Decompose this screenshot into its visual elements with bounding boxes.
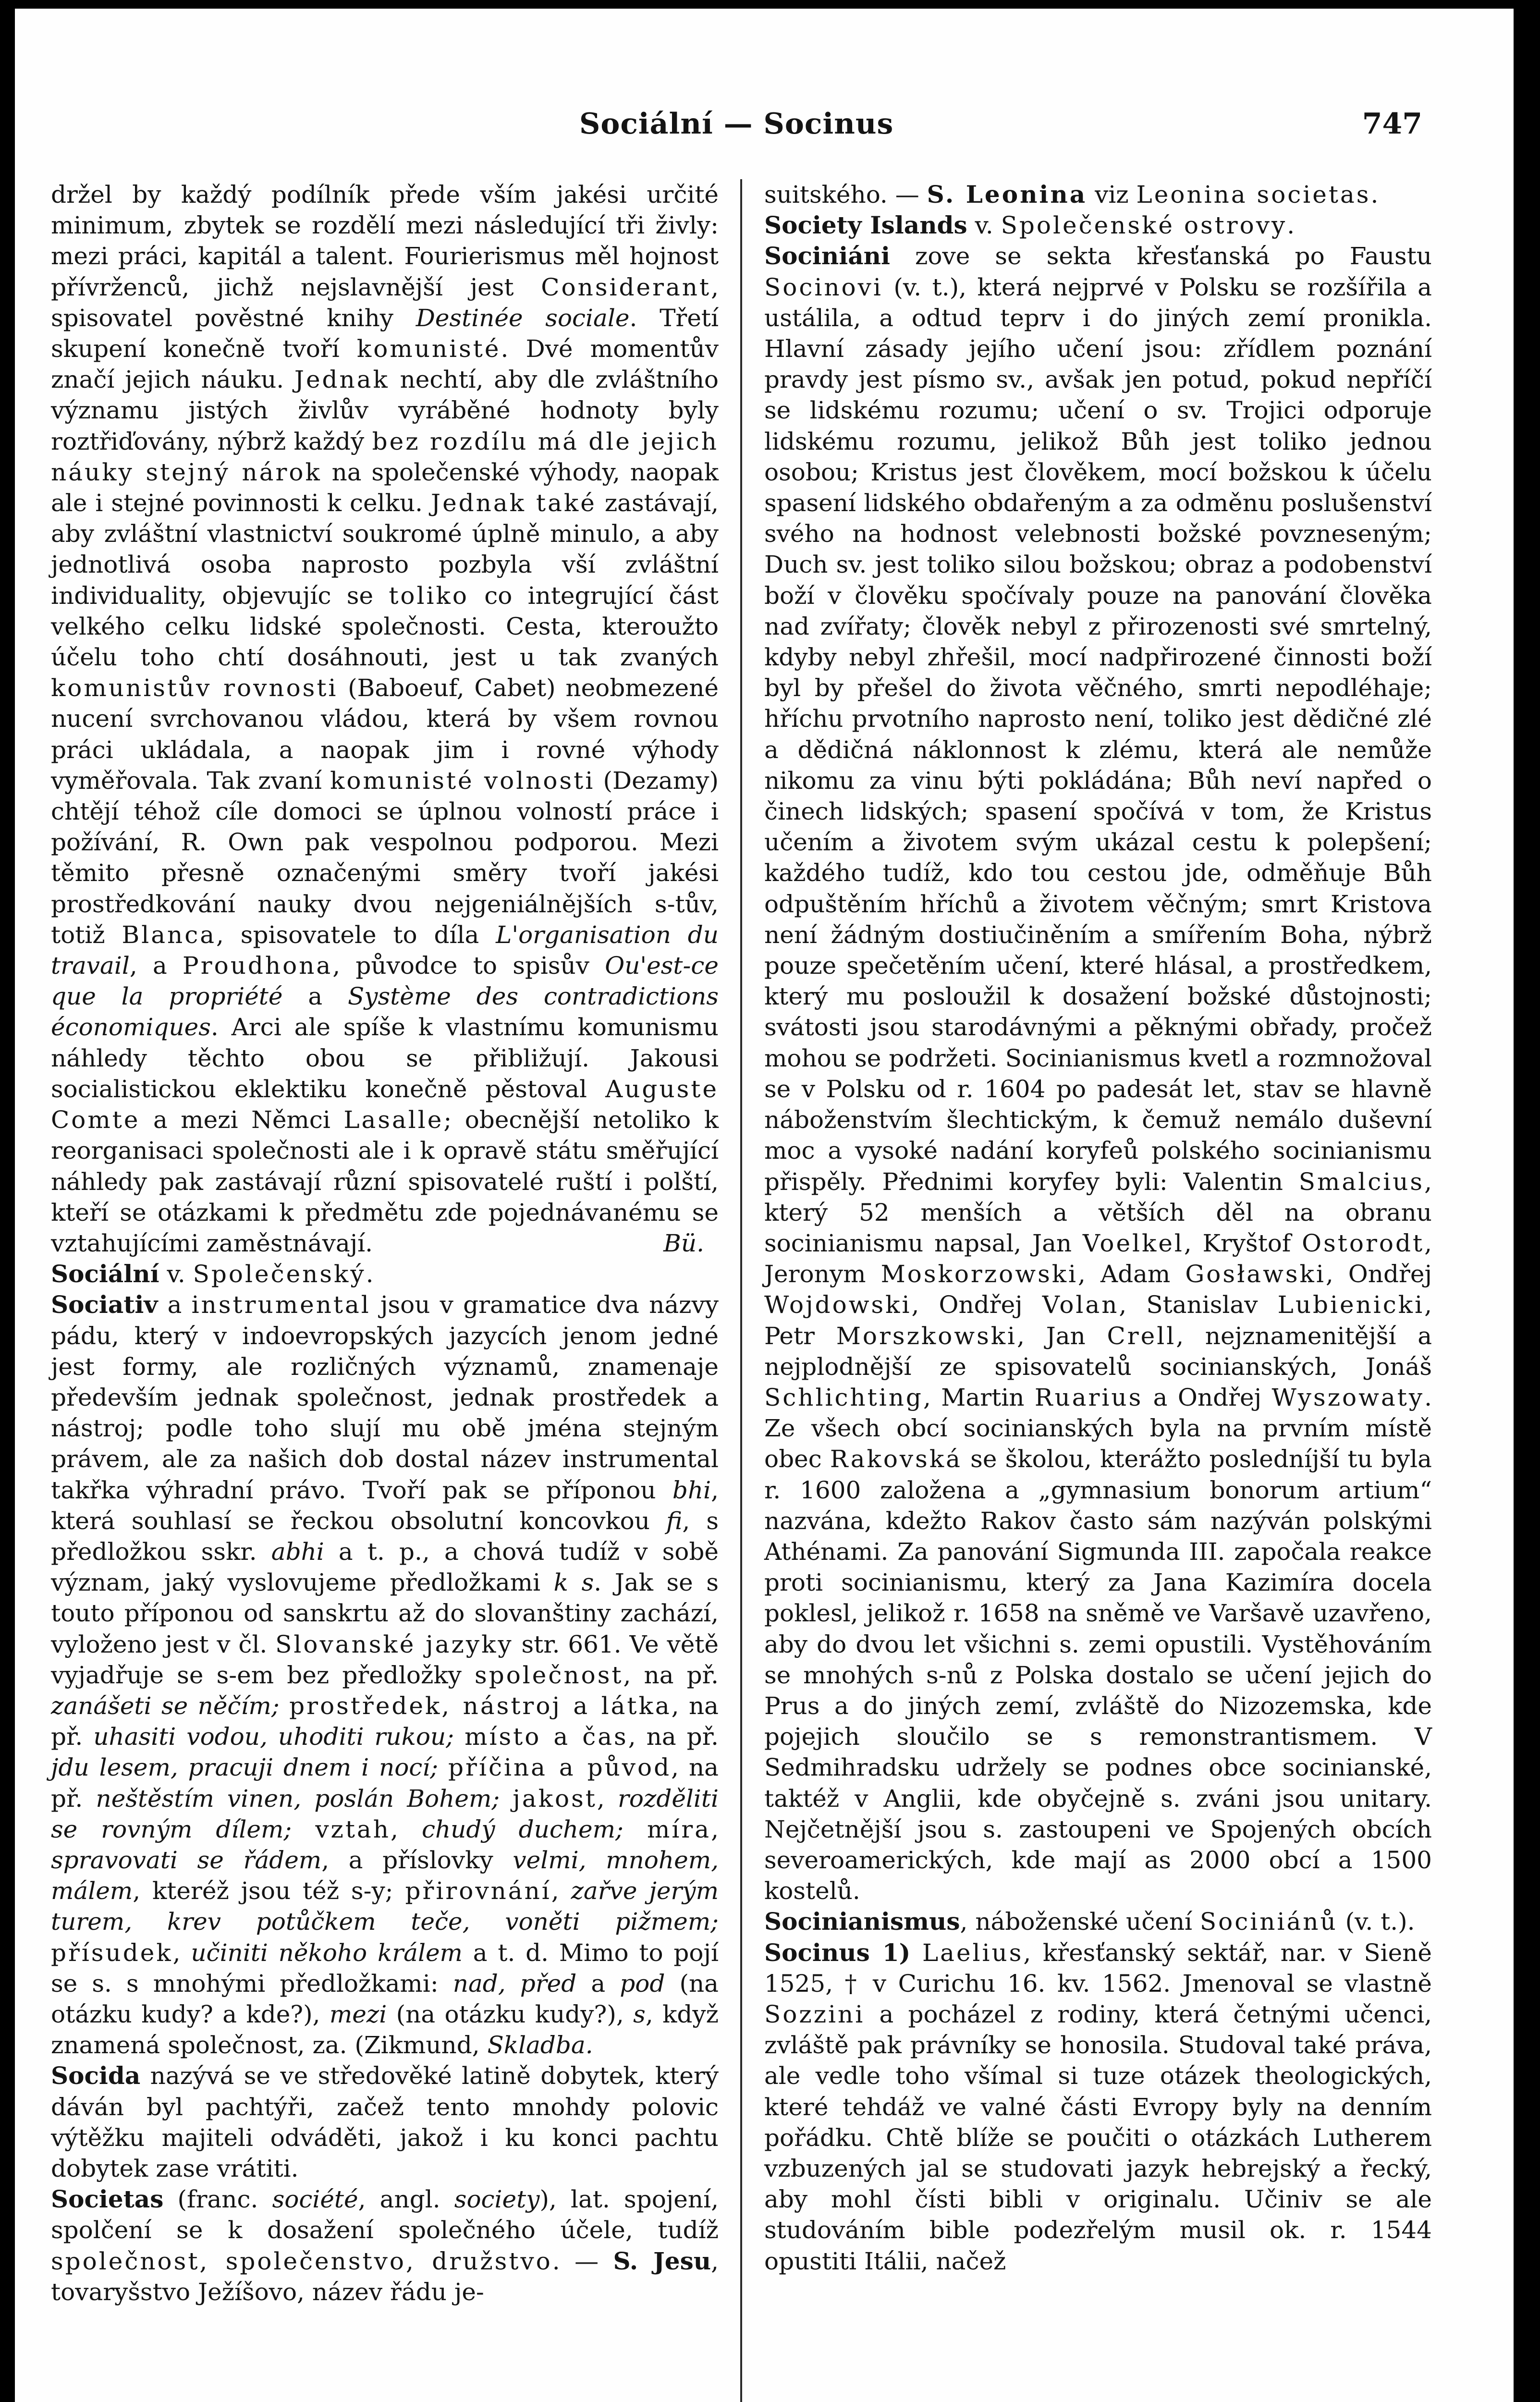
entry-text: , tovaryšstvo Ježíšovo, název řádu je- bbox=[51, 2247, 719, 2306]
person-name: Wojdowski bbox=[764, 1291, 912, 1319]
entry-text: nazývá se ve středověké latině dobytek, který dáván byl pachtýři, začež tento mnohdy polovic výtěžku majiteli odváděti, jakož i ku konci pachtu dobytek zase vrátiti. bbox=[51, 2062, 719, 2182]
entry-text: , spisovatele to díla bbox=[216, 920, 496, 949]
entry-text: v. bbox=[967, 211, 1001, 240]
entry-headword: Sociativ bbox=[51, 1290, 158, 1319]
entry-socinianismus bbox=[764, 1906, 1432, 1937]
entry-text: (Baboeuf, Cabet) neobmezené nucení svrchovanou vládou, která by všem rovnou práci ukládala, a naopak jim i rovné výhody vyměřovala. Tak zvaní bbox=[51, 674, 719, 795]
entry-text bbox=[454, 1723, 464, 1751]
spaced-term: Proudhona bbox=[183, 952, 333, 980]
entry-text: , spisovatel pověstné knihy bbox=[51, 273, 719, 332]
entry-text: , Kryštof bbox=[1184, 1229, 1302, 1257]
spaced-term: Auguste Comte bbox=[51, 1075, 719, 1134]
spaced-term: místo a čas bbox=[464, 1723, 628, 1751]
entry-societas bbox=[51, 2184, 719, 2307]
entry-text: , a bbox=[129, 952, 183, 980]
example-text: chudý duchem; bbox=[421, 1815, 623, 1843]
example-text: jdu lesem, pracuji dnem i nocí; bbox=[51, 1753, 439, 1782]
entry-text bbox=[623, 1815, 647, 1843]
entry-text: , Martin bbox=[923, 1383, 1035, 1411]
entry-text: , který 52 menších a větších děl na obranu socinianismu napsal, Jan bbox=[764, 1167, 1432, 1257]
entry-text: , bbox=[597, 1784, 618, 1813]
entry-text: , bbox=[391, 1815, 422, 1843]
book-title: Destinée sociale bbox=[416, 304, 630, 332]
spaced-term: Jednak bbox=[294, 366, 390, 394]
entry-headword: Sociální bbox=[51, 1260, 159, 1288]
entry-text: , na př. bbox=[623, 1661, 719, 1689]
entry-text: viz bbox=[1087, 181, 1137, 208]
entry-socialni bbox=[51, 1259, 719, 1289]
entry-text: . Ze všech obcí socinianských byla na prvním místě obec bbox=[764, 1383, 1432, 1473]
entry-text: a t. d. Mimo to pojí se s. s mnohými předložkami: bbox=[51, 1938, 719, 1998]
entry-text: , která souhlasí se řeckou obsolutní koncovkou bbox=[51, 1476, 719, 1535]
entry-headword: Society Islands bbox=[764, 211, 967, 240]
column-divider bbox=[740, 179, 742, 2402]
entry-sociniani bbox=[764, 241, 1432, 1906]
entry-text: , Ondřej bbox=[911, 1291, 1042, 1319]
page-number: 747 bbox=[1362, 107, 1422, 141]
entry-headword: Sociniáni bbox=[764, 242, 890, 270]
entry-text: v. bbox=[159, 1260, 193, 1288]
person-name: Voelkel bbox=[1082, 1229, 1184, 1257]
author-signature: Bü. bbox=[663, 1229, 704, 1257]
entry-societas-continued bbox=[764, 179, 1432, 210]
entry-socida bbox=[51, 2060, 719, 2184]
example-text: s bbox=[633, 2000, 646, 2028]
example-text: k s bbox=[553, 1569, 594, 1597]
entry-text: , Ondřej bbox=[1325, 1260, 1432, 1288]
entry-text: a mezi Němci bbox=[140, 1106, 344, 1134]
running-head: Sociální — Socinus bbox=[579, 107, 894, 141]
entry-text: , bbox=[711, 1815, 719, 1843]
person-name: Morszkowski bbox=[836, 1322, 1017, 1350]
spaced-term: míra bbox=[647, 1815, 711, 1843]
dictionary-page bbox=[15, 9, 1514, 2402]
spaced-term: jakost bbox=[513, 1784, 597, 1813]
entry-text: , na př. bbox=[628, 1723, 719, 1751]
spaced-term: prostředek, nástroj a látka bbox=[289, 1691, 672, 1720]
entry-text: , angl. bbox=[358, 2185, 454, 2214]
entry-text: . — bbox=[552, 2247, 613, 2275]
example-text: pod bbox=[620, 1969, 665, 1998]
entry-text: str. 661. Ve větě vyjadřuje se s-em bez předložky bbox=[51, 1630, 719, 1689]
entry-text: (na otázku kudy? a kde?), bbox=[51, 1969, 719, 2028]
spaced-term: instrumental bbox=[191, 1291, 371, 1319]
example-text: society bbox=[454, 2185, 540, 2214]
entry-text: (Dezamy) chtějí téhož cíle domoci se úplnou volností práce i požívání, R. Own pak vespolnou podporou. Mezi těmito přesně označenými směry tvoří jakési prostředkování nauky dvou nejgeniálnějších s-tův, totiž bbox=[51, 766, 719, 949]
entry-text: držel by každý podílník přede vším jakési určité minimum, zbytek se rozdělí mezi následující tři živly: mezi práci, kapitál a talent. Fourierismus měl hojnost přívrženců, jichž nejslavnější jest bbox=[51, 181, 719, 301]
example-text: rozděliti se rovným dílem; bbox=[51, 1784, 719, 1843]
cross-reference: Leonina societas bbox=[1136, 181, 1371, 208]
entry-text: (v. t.), která nejprvé v Polsku se rozšířila a ustálila, a odtud teprv i do jiných zemí pronikla. Hlavní zásady jejího učení jsou: zřídlem poznání pravdy jest písmo sv., avšak jen potud, pokud nepříčí se lidskému rozumu; učení o sv. Trojici odporuje lidskému rozumu, jelikož Bůh jest toliko jednou osobou; Kristus jest člověkem, mocí božskou k účelu spasení lidského obdařeným a za odměnu poslušenství svého na hodnost velebnosti božské povzneseným; Duch sv. jest toliko silou božskou; obraz a podobenství boží v člověku spočívaly pouze na panování člověka nad zvířaty; člověk nebyl z přirozenosti své smrtelný, kdyby nebyl zhřešil, mocí nadpřirozené činnosti boží byl by přešel do života věčného, smrti nepodléhaje; hříchu prvotního naprosto není, toliko jest dědičné zlé a dědičná náklonnost k zlému, která ale nemůže nikomu za vinu býti pokládána; Bůh neví napřed o činech lidských; spasení spočívá v tom, že Kristus učením a životem svým ukázal cestu k polepšení; každého tudíž, kdo tou cestou jde, odměňuje Bůh odpuštěním hříchů a životem věčným; smrt Kristova není žádným dostiučiněním a smířením Boha, nýbrž pouze spečetěním učení, které hlásal, a prostředkem, který mu posloužil k dosažení božské důstojnosti; svátosti jsou starodávnými a pěknými obřady, pročež mohou se podržeti. Socinianismus kvetl a rozmnožoval se v Polsku od r. 1604 po padesát let, stav se hlavně náboženstvím šlechtickým, k čemuž nemálo duševní moc a vysoké nadání koryfeů polského socinianismu přispěly. Přednimi koryfey byli: Valentin bbox=[764, 273, 1432, 1196]
entry-text: (v. t.). bbox=[1337, 1908, 1415, 1936]
spaced-term: Blanca bbox=[122, 920, 217, 949]
spaced-term: přirovnání bbox=[405, 1877, 551, 1905]
entry-text: suitského. — bbox=[764, 181, 927, 208]
sub-headword: S. Leonina bbox=[927, 180, 1088, 208]
entry-text: . Arci ale spíše k vlastnímu komunismu náhledy těchto obou se přibližují. Jakousi socialistickou eklektiku konečně pěstoval bbox=[51, 1013, 719, 1103]
entry-text bbox=[500, 1785, 513, 1813]
entry-text: (na otázku kudy?), bbox=[387, 2000, 634, 2028]
cross-reference: Sociniánů bbox=[1199, 1908, 1338, 1936]
example-text: mezi bbox=[329, 2000, 387, 2028]
entry-text: . bbox=[1370, 181, 1379, 208]
person-name: Schlichting bbox=[764, 1383, 923, 1411]
entry-text: ), lat. spojení, spolčení se k dosažení společného účele, tudíž bbox=[51, 2185, 719, 2244]
entry-text: co integrující část velkého celku lidské společnosti. Cesta, kteroužto účelu toho chtí dosáhnouti, jest u tak zvaných bbox=[51, 581, 719, 672]
entry-text: , kteréž jsou též s-y; bbox=[133, 1877, 405, 1905]
spaced-term: příčina a původ bbox=[448, 1753, 672, 1782]
spaced-term: společnost bbox=[475, 1661, 623, 1689]
spaced-term: Jednak také bbox=[431, 489, 597, 517]
entry-text bbox=[280, 1692, 289, 1720]
entry-text: (franc. bbox=[163, 2185, 272, 2214]
entry-headword: Socinus 1) bbox=[764, 1938, 911, 1967]
example-text: bhi bbox=[672, 1476, 711, 1504]
author-signature: Skladba. bbox=[487, 2031, 593, 2059]
person-name: Lubienicki bbox=[1277, 1291, 1425, 1319]
example-text: zařve jerým turem, krev potůčkem teče, voněti pižmem; bbox=[51, 1877, 719, 1936]
entry-text: ; obecnější netoliko k reorganisaci společnosti ale i k opravě státu směřující náhledy pak zastávají různí spisovatelé ruští i polští, kteří se otázkami k předmětu zde pojednávanému se vztahujícími zaměstnávají. bbox=[51, 1106, 719, 1257]
spaced-term: Considerant bbox=[541, 273, 711, 301]
entry-text: a pocházel z rodiny, která četnými učenci, zvláště pak právníky se honosila. Studoval také práva, ale vedle toho všímal si tuze otázek theologických, které tehdáž ve valné části Evropy byly na denním pořádku. Chtě blíže se poučiti o otázkách Lutherem vzbuzených jal se studovati jazyk hebrejský a řecký, aby mohl čísti bibli v originalu. Učiniv se ale studováním bible podezřelým musil ok. r. 1544 opustiti Itálii, načež bbox=[764, 2000, 1432, 2275]
entry-headword: Socida bbox=[51, 2061, 141, 2090]
entry-text: , a příslovky bbox=[321, 1846, 513, 1874]
page-header bbox=[15, 107, 1514, 165]
person-name: Gosławski bbox=[1185, 1260, 1326, 1288]
entry-sociativ bbox=[51, 1289, 719, 2060]
entry-text: a bbox=[158, 1291, 192, 1319]
cross-reference: Společenské ostrovy bbox=[1001, 211, 1287, 240]
example-text: société bbox=[272, 2185, 358, 2214]
spaced-term: společnost, společenstvo, družstvo bbox=[51, 2247, 552, 2275]
sub-headword: S. Jesu bbox=[613, 2246, 711, 2275]
entry-text: , Petr bbox=[764, 1291, 1432, 1350]
entry-text: , náboženské učení bbox=[960, 1908, 1200, 1936]
entry-text: . Dvé momentův značí jejich náuku. bbox=[51, 335, 719, 394]
person-name: Moskorzowski bbox=[880, 1260, 1078, 1288]
entry-text: a bbox=[282, 982, 348, 1011]
entry-text bbox=[292, 1815, 315, 1843]
spaced-term: komunisté bbox=[356, 335, 501, 363]
entry-text: . bbox=[1287, 211, 1295, 240]
entry-text: . bbox=[366, 1260, 374, 1288]
person-name: Ostorodt bbox=[1302, 1229, 1425, 1257]
entry-text bbox=[438, 1753, 448, 1781]
entry-text: , křesťanský sektář, nar. v Sieně 1525, † v Curichu 16. kv. 1562. Jmenoval se vlastně bbox=[764, 1938, 1432, 1998]
place-name: Rakovská bbox=[830, 1445, 962, 1473]
entry-text: , Jan bbox=[1017, 1322, 1107, 1350]
entry-text: na společenské výhody, naopak ale i stejné povinnosti k celku. bbox=[51, 458, 719, 517]
entry-text: . Jak se s touto příponou od sanskrtu až do slovanštiny zachází, vyloženo jest v čl. bbox=[51, 1569, 719, 1658]
example-text: velmi, mnohem, málem bbox=[51, 1846, 719, 1905]
entry-text: , nejznamenitější a nejplodnější ze spisovatelů socinianských, Jonáš bbox=[764, 1322, 1432, 1381]
entry-text: , původce to spisův bbox=[332, 952, 605, 980]
spaced-term: komunisté volnosti bbox=[330, 766, 595, 795]
spaced-term: komunistův rovnosti bbox=[51, 674, 338, 702]
spaced-term: bez rozdílu má dle jejich náuky stejný nárok bbox=[51, 427, 719, 486]
entry-text: , s předložkou sskr. bbox=[51, 1507, 719, 1566]
entry-headword: Societas bbox=[51, 2185, 164, 2214]
entry-text: zove se sekta křesťanská po Faustu bbox=[890, 242, 1432, 270]
example-text: uhasiti vodou, uhoditi rukou; bbox=[93, 1723, 454, 1751]
spaced-term: přísudek bbox=[51, 1938, 173, 1967]
entry-text: . Třetí skupení konečně tvoří bbox=[51, 304, 719, 363]
entry-text: se školou, kterážto posledníjší tu byla r. 1600 založena a „gymnasium bonorum artium“ nazvána, kdežto Rakov často sám nazýván polskými Athénami. Za panování Sigmunda III. započala reakce proti socinianismu, který za Jana Kazimíra docela poklesl, jelikož r. 1658 na sněmě ve Varšavě uzavřeno, aby do dvou let všichni s. zemi opustili. Vystěhováním se mnohých s-nů z Polska dostalo se učení jejich do Prus a do jiných zemí, zvláště do Nizozemska, kde pojejich sloučilo se s remonstrantismem. V Sedmihradsku udržely se podnes obce socinianské, taktéž v Anglii, kde obyčejně s. zváni jsou unitary. Nejčetnější jsou s. zastoupeni ve Spojených obcích severoamerických, kde mají as 2000 obcí a 1500 kostelů. bbox=[764, 1445, 1432, 1905]
example-text: fi bbox=[666, 1507, 683, 1535]
book-title: Système des contradictions économiques bbox=[51, 982, 719, 1042]
right-column bbox=[764, 179, 1432, 2277]
entry-text: , Jeronym bbox=[764, 1229, 1432, 1288]
cross-reference: Společenský bbox=[193, 1260, 366, 1288]
person-name: Wyszowaty bbox=[1271, 1383, 1425, 1411]
person-name: Laelius bbox=[922, 1938, 1024, 1967]
person-name: Ruarius bbox=[1034, 1383, 1143, 1411]
entry-headword: Socinianismus bbox=[764, 1907, 960, 1936]
book-title: L'organisation du travail bbox=[51, 920, 719, 980]
spaced-term: vztah bbox=[315, 1815, 391, 1843]
entry-text: , na př. bbox=[51, 1691, 719, 1751]
entry-text: , bbox=[172, 1938, 191, 1967]
entry-text: , na př. bbox=[51, 1753, 719, 1813]
example-text: abhi bbox=[271, 1537, 324, 1566]
entry-text: jsou v gramatice dva názvy pádu, který v indoevropských jazycích jenom jedné jest formy, ale rozličných významů, znamenaje především jednak společnost, jednak prostředek a nástroj; podle toho slují mu obě jména stejným právem, ale za našich dob dostal název instrumental takřka výhradní právo. Tvoří pak se příponou bbox=[51, 1291, 719, 1504]
entry-text: , když znamená společnost, za. (Zikmund, bbox=[51, 2000, 719, 2059]
entry-text: zastávají, aby zvláštní vlastnictví soukromé úplně minulo, a aby jednotlivá osoba naprosto pozbyla vší zvláštní individuality, objevujíc se bbox=[51, 489, 719, 610]
entry-text: a Ondřej bbox=[1143, 1383, 1272, 1411]
entry-text: a t. p., a chová tudíž v sobě význam, jaký vyslovujeme předložkami bbox=[51, 1537, 719, 1597]
spaced-term: toliko bbox=[389, 581, 469, 610]
person-name: Crell bbox=[1107, 1322, 1176, 1350]
entry-text: , bbox=[551, 1877, 571, 1905]
entry-socinus bbox=[764, 1937, 1432, 2277]
entry-society-islands bbox=[764, 210, 1432, 241]
example-text: nad, před bbox=[452, 1969, 577, 1998]
left-column bbox=[51, 179, 719, 2307]
person-name: Sozzini bbox=[764, 2000, 865, 2028]
spaced-term: Slovanské jazyky bbox=[275, 1630, 513, 1658]
example-text: učiniti někoho králem bbox=[191, 1938, 463, 1967]
spaced-term: Socinovi bbox=[764, 273, 883, 301]
entry-text bbox=[910, 1939, 922, 1967]
person-name: Volan bbox=[1042, 1291, 1119, 1319]
entry-socialismus-continued bbox=[51, 179, 719, 1259]
entry-text: nechtí, aby dle zvláštního významu jistých živlův vyráběné hodnoty byly roztřiďovány, nýbrž každý bbox=[51, 366, 719, 455]
entry-text: , Adam bbox=[1078, 1260, 1186, 1288]
example-text: spravovati se řádem bbox=[51, 1846, 322, 1874]
spaced-term: Lasalle bbox=[343, 1106, 444, 1134]
book-title: Ou'est-ce que la propriété bbox=[51, 952, 719, 1011]
example-text: zanášeti se něčím; bbox=[51, 1691, 280, 1720]
entry-text: , Stanislav bbox=[1119, 1291, 1278, 1319]
example-text: neštěstím vinen, poslán Bohem; bbox=[96, 1784, 500, 1813]
entry-text: a bbox=[576, 1969, 620, 1998]
person-name: Smalcius bbox=[1298, 1167, 1425, 1196]
